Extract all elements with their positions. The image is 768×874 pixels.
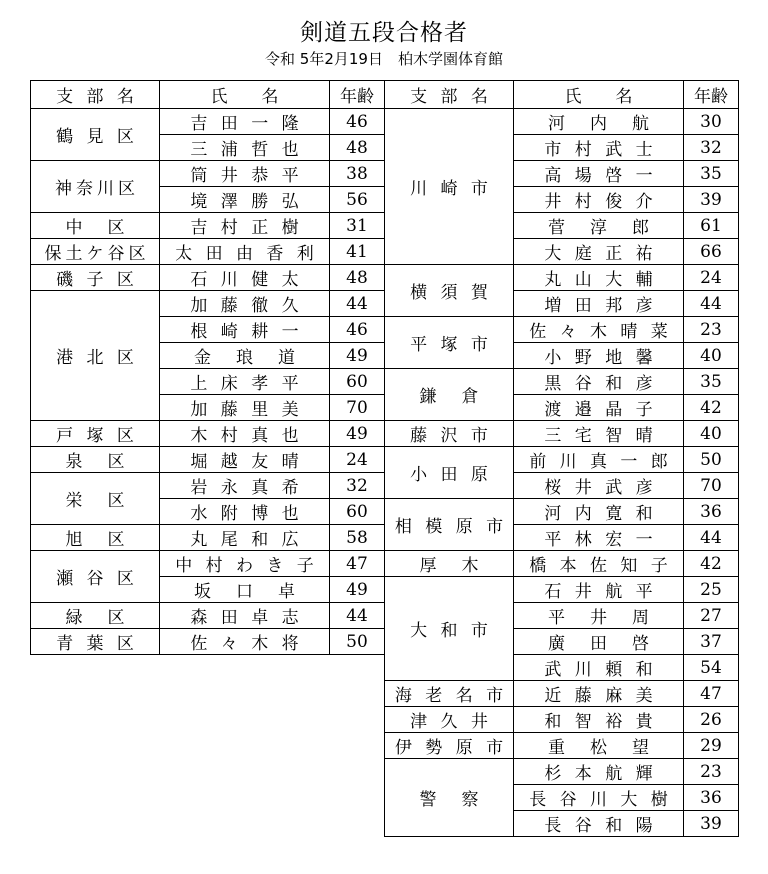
name-cell: 長 谷 川 大 樹 (514, 785, 684, 811)
age-cell: 24 (684, 265, 739, 291)
branch-header: 支 部 名 (31, 81, 160, 109)
age-cell: 46 (330, 317, 385, 343)
table-row (31, 421, 385, 447)
table-body (385, 109, 739, 837)
name-cell: 河 内 寛 和 (514, 499, 684, 525)
name-cell: 中 村 わ き 子 (160, 551, 330, 577)
name-cell: 佐 々 木 将 (160, 629, 330, 655)
name-cell: 太 田 由 香 利 (160, 239, 330, 265)
name-cell: 小 野 地 馨 (514, 343, 684, 369)
age-header: 年齢 (684, 81, 739, 109)
branch-cell: 旭 区 (31, 525, 160, 551)
age-cell: 39 (684, 811, 739, 837)
age-cell: 38 (330, 161, 385, 187)
age-cell: 49 (330, 421, 385, 447)
name-cell: 武 川 頼 和 (514, 655, 684, 681)
branch-cell: 青 葉 区 (31, 629, 160, 655)
table-row (31, 551, 385, 577)
branch-cell: 瀬 谷 区 (31, 551, 160, 603)
age-cell: 60 (330, 369, 385, 395)
age-cell: 47 (684, 681, 739, 707)
name-cell: 境 澤 勝 弘 (160, 187, 330, 213)
age-cell: 29 (684, 733, 739, 759)
name-cell: 上 床 孝 平 (160, 369, 330, 395)
branch-cell: 小 田 原 (385, 447, 514, 499)
age-cell: 60 (330, 499, 385, 525)
age-cell: 40 (684, 421, 739, 447)
name-cell: 丸 山 大 輔 (514, 265, 684, 291)
name-cell: 吉 村 正 樹 (160, 213, 330, 239)
table-row (385, 109, 739, 135)
name-cell: 市 村 武 士 (514, 135, 684, 161)
name-cell: 佐 々 木 晴 菜 (514, 317, 684, 343)
name-cell: 長 谷 和 陽 (514, 811, 684, 837)
name-cell: 桜 井 武 彦 (514, 473, 684, 499)
age-cell: 46 (330, 109, 385, 135)
age-cell: 36 (684, 499, 739, 525)
name-cell: 大 庭 正 祐 (514, 239, 684, 265)
name-cell: 石 川 健 太 (160, 265, 330, 291)
table-row (31, 291, 385, 317)
age-cell: 47 (330, 551, 385, 577)
table-row (31, 629, 385, 655)
age-cell: 49 (330, 343, 385, 369)
age-cell: 42 (684, 551, 739, 577)
name-cell: 近 藤 麻 美 (514, 681, 684, 707)
age-cell: 32 (330, 473, 385, 499)
age-cell: 42 (684, 395, 739, 421)
age-cell: 48 (330, 135, 385, 161)
name-cell: 平 林 宏 一 (514, 525, 684, 551)
name-cell: 平 井 周 (514, 603, 684, 629)
table-row (385, 733, 739, 759)
name-cell: 和 智 裕 貴 (514, 707, 684, 733)
branch-header: 支 部 名 (385, 81, 514, 109)
name-cell: 石 井 航 平 (514, 577, 684, 603)
results-table-right (384, 80, 739, 837)
branch-cell: 藤 沢 市 (385, 421, 514, 447)
branch-cell: 戸 塚 区 (31, 421, 160, 447)
name-cell: 三 浦 哲 也 (160, 135, 330, 161)
header-row (31, 81, 385, 109)
table-row (31, 109, 385, 135)
age-cell: 70 (330, 395, 385, 421)
branch-cell: 横 須 賀 (385, 265, 514, 317)
name-cell: 高 場 啓 一 (514, 161, 684, 187)
branch-cell: 栄 区 (31, 473, 160, 525)
age-header: 年齢 (330, 81, 385, 109)
age-cell: 70 (684, 473, 739, 499)
age-cell: 50 (330, 629, 385, 655)
name-cell: 加 藤 里 美 (160, 395, 330, 421)
table-row (385, 707, 739, 733)
name-cell: 坂 口 卓 (160, 577, 330, 603)
name-header: 氏 名 (514, 81, 684, 109)
branch-cell: 厚 木 (385, 551, 514, 577)
table-row (31, 213, 385, 239)
age-cell: 35 (684, 369, 739, 395)
branch-cell: 相 模 原 市 (385, 499, 514, 551)
age-cell: 58 (330, 525, 385, 551)
name-cell: 廣 田 啓 (514, 629, 684, 655)
name-cell: 根 崎 耕 一 (160, 317, 330, 343)
branch-cell: 警 察 (385, 759, 514, 837)
age-cell: 39 (684, 187, 739, 213)
age-cell: 56 (330, 187, 385, 213)
age-cell: 41 (330, 239, 385, 265)
age-cell: 37 (684, 629, 739, 655)
name-header: 氏 名 (160, 81, 330, 109)
name-cell: 森 田 卓 志 (160, 603, 330, 629)
age-cell: 44 (330, 291, 385, 317)
branch-cell: 川 崎 市 (385, 109, 514, 265)
branch-cell: 鎌 倉 (385, 369, 514, 421)
name-cell: 堀 越 友 晴 (160, 447, 330, 473)
age-cell: 27 (684, 603, 739, 629)
age-cell: 31 (330, 213, 385, 239)
name-cell: 前 川 真 一 郎 (514, 447, 684, 473)
name-cell: 増 田 邦 彦 (514, 291, 684, 317)
age-cell: 35 (684, 161, 739, 187)
table-body (31, 109, 385, 655)
table-row (385, 551, 739, 577)
age-cell: 23 (684, 759, 739, 785)
age-cell: 30 (684, 109, 739, 135)
age-cell: 26 (684, 707, 739, 733)
table-row (385, 265, 739, 291)
table-row (31, 525, 385, 551)
table-row (385, 369, 739, 395)
table-row (31, 161, 385, 187)
branch-cell: 泉 区 (31, 447, 160, 473)
age-cell: 50 (684, 447, 739, 473)
branch-cell: 鶴 見 区 (31, 109, 160, 161)
age-cell: 61 (684, 213, 739, 239)
table-row (31, 603, 385, 629)
branch-cell: 津 久 井 (385, 707, 514, 733)
age-cell: 44 (684, 525, 739, 551)
table-row (385, 759, 739, 785)
age-cell: 44 (684, 291, 739, 317)
age-cell: 49 (330, 577, 385, 603)
name-cell: 三 宅 智 晴 (514, 421, 684, 447)
table-row (31, 265, 385, 291)
branch-cell: 海 老 名 市 (385, 681, 514, 707)
branch-cell: 中 区 (31, 213, 160, 239)
age-cell: 44 (330, 603, 385, 629)
age-cell: 54 (684, 655, 739, 681)
name-cell: 重 松 望 (514, 733, 684, 759)
name-cell: 菅 淳 郎 (514, 213, 684, 239)
name-cell: 杉 本 航 輝 (514, 759, 684, 785)
branch-cell: 緑 区 (31, 603, 160, 629)
name-cell: 丸 尾 和 広 (160, 525, 330, 551)
header-row (385, 81, 739, 109)
table-row (385, 499, 739, 525)
name-cell: 水 附 博 也 (160, 499, 330, 525)
table-row (31, 447, 385, 473)
table-row (385, 681, 739, 707)
page-title: 剣道五段合格者 (300, 20, 468, 46)
age-cell: 25 (684, 577, 739, 603)
age-cell: 36 (684, 785, 739, 811)
branch-cell: 磯 子 区 (31, 265, 160, 291)
branch-cell: 伊 勢 原 市 (385, 733, 514, 759)
branch-cell: 大 和 市 (385, 577, 514, 681)
name-cell: 渡 邉 晶 子 (514, 395, 684, 421)
name-cell: 筒 井 恭 平 (160, 161, 330, 187)
name-cell: 井 村 俊 介 (514, 187, 684, 213)
name-cell: 岩 永 真 希 (160, 473, 330, 499)
branch-cell: 神奈川区 (31, 161, 160, 213)
age-cell: 24 (330, 447, 385, 473)
age-cell: 23 (684, 317, 739, 343)
table-row (385, 577, 739, 603)
event-date-venue: 令和 5年2月19日 柏木学園体育館 (265, 50, 503, 68)
results-table-left (30, 80, 385, 655)
name-cell: 木 村 真 也 (160, 421, 330, 447)
table-row (385, 421, 739, 447)
age-cell: 66 (684, 239, 739, 265)
name-cell: 河 内 航 (514, 109, 684, 135)
name-cell: 橋 本 佐 知 子 (514, 551, 684, 577)
table-row (31, 473, 385, 499)
age-cell: 32 (684, 135, 739, 161)
name-cell: 黒 谷 和 彦 (514, 369, 684, 395)
name-cell: 吉 田 一 隆 (160, 109, 330, 135)
table-row (385, 317, 739, 343)
age-cell: 48 (330, 265, 385, 291)
table-row (31, 239, 385, 265)
branch-cell: 平 塚 市 (385, 317, 514, 369)
branch-cell: 港 北 区 (31, 291, 160, 421)
branch-cell: 保土ケ谷区 (31, 239, 160, 265)
table-row (385, 447, 739, 473)
name-cell: 金 琅 道 (160, 343, 330, 369)
name-cell: 加 藤 徹 久 (160, 291, 330, 317)
age-cell: 40 (684, 343, 739, 369)
